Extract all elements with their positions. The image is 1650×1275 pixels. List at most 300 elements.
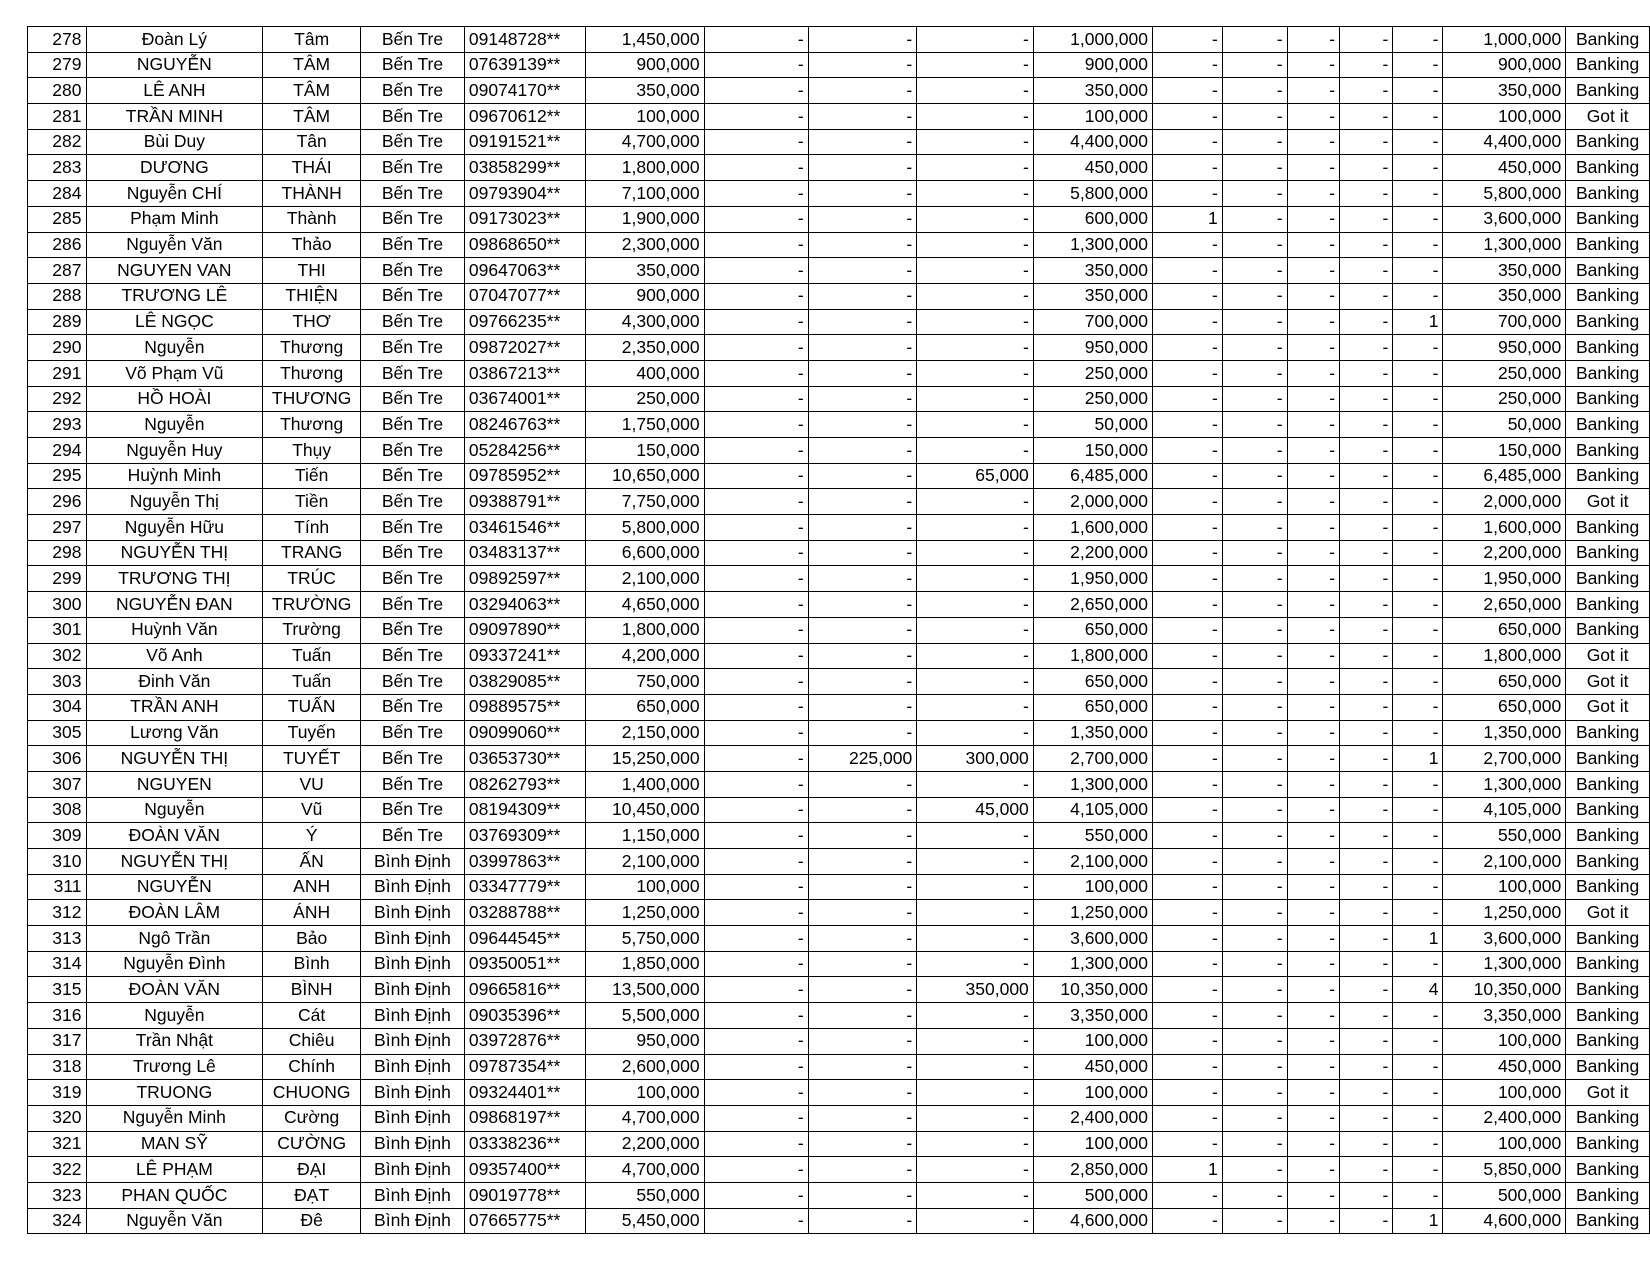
cell-flag-5: - <box>1393 386 1443 412</box>
cell-flag-3: - <box>1287 309 1339 335</box>
cell-amount-total: 10,450,000 <box>586 797 704 823</box>
cell-amount-paid: 2,100,000 <box>1033 849 1152 875</box>
cell-surname: MAN SỸ <box>86 1131 263 1157</box>
cell-col-b: - <box>808 181 917 207</box>
cell-flag-3: - <box>1287 155 1339 181</box>
cell-phone: 03483137** <box>464 540 585 566</box>
cell-province: Bến Tre <box>361 771 465 797</box>
cell-flag-2: - <box>1222 1182 1287 1208</box>
cell-phone: 03653730** <box>464 746 585 772</box>
cell-flag-1: - <box>1153 746 1223 772</box>
cell-amount-total: 7,750,000 <box>586 489 704 515</box>
cell-amount-paid: 600,000 <box>1033 206 1152 232</box>
table-row <box>28 823 1650 849</box>
cell-col-a: - <box>704 52 808 78</box>
cell-given-name: ĐẠT <box>263 1182 361 1208</box>
cell-province: Bến Tre <box>361 669 465 695</box>
cell-amount-paid: 700,000 <box>1033 309 1152 335</box>
cell-amount-total: 100,000 <box>586 1080 704 1106</box>
cell-given-name: THÀNH <box>263 181 361 207</box>
cell-flag-3: - <box>1287 977 1339 1003</box>
table-row <box>28 977 1650 1003</box>
cell-given-name: BÌNH <box>263 977 361 1003</box>
cell-flag-4: - <box>1340 1157 1393 1183</box>
cell-flag-5: - <box>1393 1054 1443 1080</box>
cell-flag-1: - <box>1153 592 1223 618</box>
cell-payment-method: Banking <box>1566 515 1650 541</box>
cell-given-name: Cát <box>263 1003 361 1029</box>
cell-col-b: - <box>808 309 917 335</box>
cell-flag-3: - <box>1287 566 1339 592</box>
table-row <box>28 78 1650 104</box>
cell-col-a: - <box>704 309 808 335</box>
cell-payment-method: Banking <box>1566 1003 1650 1029</box>
cell-given-name: TÂM <box>263 52 361 78</box>
cell-flag-1: - <box>1153 489 1223 515</box>
cell-flag-4: - <box>1340 617 1393 643</box>
cell-col-a: - <box>704 951 808 977</box>
cell-surname: LÊ ANH <box>86 78 263 104</box>
cell-province: Bến Tre <box>361 258 465 284</box>
cell-row-number: 289 <box>28 309 87 335</box>
table-row <box>28 1208 1650 1234</box>
cell-amount-final: 350,000 <box>1443 78 1566 104</box>
cell-row-number: 308 <box>28 797 87 823</box>
cell-flag-1: - <box>1153 309 1223 335</box>
cell-flag-1: - <box>1153 977 1223 1003</box>
cell-amount-final: 700,000 <box>1443 309 1566 335</box>
cell-phone: 03294063** <box>464 592 585 618</box>
cell-flag-3: - <box>1287 669 1339 695</box>
cell-flag-2: - <box>1222 592 1287 618</box>
cell-phone: 09099060** <box>464 720 585 746</box>
cell-payment-method: Banking <box>1566 977 1650 1003</box>
cell-flag-3: - <box>1287 52 1339 78</box>
cell-col-c: - <box>917 617 1034 643</box>
cell-amount-total: 6,600,000 <box>586 540 704 566</box>
cell-flag-3: - <box>1287 78 1339 104</box>
cell-phone: 03769309** <box>464 823 585 849</box>
cell-surname: Ngô Trần <box>86 926 263 952</box>
cell-flag-2: - <box>1222 951 1287 977</box>
cell-flag-1: - <box>1153 129 1223 155</box>
cell-flag-4: - <box>1340 592 1393 618</box>
cell-surname: Nguyễn Huy <box>86 438 263 464</box>
cell-flag-2: - <box>1222 206 1287 232</box>
cell-flag-1: - <box>1153 900 1223 926</box>
cell-flag-2: - <box>1222 258 1287 284</box>
cell-amount-final: 650,000 <box>1443 617 1566 643</box>
cell-flag-2: - <box>1222 515 1287 541</box>
cell-payment-method: Banking <box>1566 412 1650 438</box>
cell-col-b: - <box>808 104 917 130</box>
cell-flag-1: - <box>1153 181 1223 207</box>
cell-row-number: 321 <box>28 1131 87 1157</box>
cell-given-name: TRƯỜNG <box>263 592 361 618</box>
cell-province: Bình Định <box>361 1080 465 1106</box>
cell-phone: 09644545** <box>464 926 585 952</box>
cell-amount-final: 350,000 <box>1443 258 1566 284</box>
table-row <box>28 1105 1650 1131</box>
cell-flag-3: - <box>1287 27 1339 53</box>
cell-flag-5: - <box>1393 515 1443 541</box>
cell-flag-1: - <box>1153 1182 1223 1208</box>
cell-flag-3: - <box>1287 438 1339 464</box>
cell-row-number: 288 <box>28 283 87 309</box>
cell-flag-4: - <box>1340 412 1393 438</box>
cell-payment-method: Banking <box>1566 951 1650 977</box>
cell-phone: 09019778** <box>464 1182 585 1208</box>
cell-given-name: Bảo <box>263 926 361 952</box>
cell-given-name: Trường <box>263 617 361 643</box>
cell-given-name: ÁNH <box>263 900 361 926</box>
cell-payment-method: Banking <box>1566 52 1650 78</box>
cell-col-b: - <box>808 720 917 746</box>
cell-col-b: - <box>808 1028 917 1054</box>
cell-flag-4: - <box>1340 104 1393 130</box>
cell-amount-final: 500,000 <box>1443 1182 1566 1208</box>
cell-col-c: - <box>917 412 1034 438</box>
cell-amount-paid: 5,800,000 <box>1033 181 1152 207</box>
cell-amount-paid: 1,350,000 <box>1033 720 1152 746</box>
cell-amount-total: 4,200,000 <box>586 643 704 669</box>
cell-amount-final: 4,600,000 <box>1443 1208 1566 1234</box>
cell-given-name: Đê <box>263 1208 361 1234</box>
cell-flag-2: - <box>1222 849 1287 875</box>
cell-flag-1: - <box>1153 566 1223 592</box>
cell-flag-5: - <box>1393 1080 1443 1106</box>
cell-phone: 09035396** <box>464 1003 585 1029</box>
cell-col-a: - <box>704 540 808 566</box>
cell-flag-4: - <box>1340 1208 1393 1234</box>
cell-col-b: - <box>808 617 917 643</box>
cell-amount-total: 5,800,000 <box>586 515 704 541</box>
cell-amount-final: 5,850,000 <box>1443 1157 1566 1183</box>
cell-flag-1: - <box>1153 1080 1223 1106</box>
cell-col-c: - <box>917 309 1034 335</box>
cell-col-b: - <box>808 515 917 541</box>
cell-given-name: TRÚC <box>263 566 361 592</box>
cell-payment-method: Got it <box>1566 694 1650 720</box>
cell-amount-paid: 650,000 <box>1033 617 1152 643</box>
cell-phone: 09097890** <box>464 617 585 643</box>
cell-amount-paid: 650,000 <box>1033 694 1152 720</box>
cell-col-a: - <box>704 566 808 592</box>
cell-amount-total: 5,500,000 <box>586 1003 704 1029</box>
cell-province: Bến Tre <box>361 27 465 53</box>
cell-col-a: - <box>704 206 808 232</box>
cell-flag-1: - <box>1153 283 1223 309</box>
cell-amount-final: 100,000 <box>1443 1080 1566 1106</box>
table-row <box>28 1131 1650 1157</box>
cell-province: Bình Định <box>361 849 465 875</box>
cell-flag-2: - <box>1222 104 1287 130</box>
cell-phone: 09350051** <box>464 951 585 977</box>
cell-given-name: CHUONG <box>263 1080 361 1106</box>
cell-flag-5: - <box>1393 438 1443 464</box>
cell-payment-method: Banking <box>1566 849 1650 875</box>
cell-flag-2: - <box>1222 874 1287 900</box>
cell-amount-total: 1,400,000 <box>586 771 704 797</box>
cell-surname: Võ Phạm Vũ <box>86 360 263 386</box>
cell-province: Bến Tre <box>361 232 465 258</box>
cell-amount-total: 1,900,000 <box>586 206 704 232</box>
cell-province: Bến Tre <box>361 489 465 515</box>
cell-surname: Nguyễn <box>86 412 263 438</box>
cell-amount-final: 450,000 <box>1443 155 1566 181</box>
cell-row-number: 285 <box>28 206 87 232</box>
cell-province: Bình Định <box>361 977 465 1003</box>
cell-flag-3: - <box>1287 926 1339 952</box>
cell-col-c: 45,000 <box>917 797 1034 823</box>
cell-row-number: 318 <box>28 1054 87 1080</box>
cell-row-number: 283 <box>28 155 87 181</box>
cell-flag-2: - <box>1222 1131 1287 1157</box>
cell-col-b: - <box>808 1131 917 1157</box>
cell-row-number: 304 <box>28 694 87 720</box>
cell-amount-final: 4,105,000 <box>1443 797 1566 823</box>
cell-flag-1: - <box>1153 926 1223 952</box>
cell-payment-method: Banking <box>1566 386 1650 412</box>
cell-col-b: - <box>808 592 917 618</box>
table-row <box>28 386 1650 412</box>
cell-row-number: 305 <box>28 720 87 746</box>
table-row <box>28 463 1650 489</box>
cell-flag-5: - <box>1393 540 1443 566</box>
cell-col-a: - <box>704 977 808 1003</box>
cell-flag-4: - <box>1340 1105 1393 1131</box>
cell-flag-3: - <box>1287 771 1339 797</box>
cell-surname: Nguyễn Hữu <box>86 515 263 541</box>
cell-flag-4: - <box>1340 360 1393 386</box>
cell-row-number: 287 <box>28 258 87 284</box>
cell-flag-1: - <box>1153 386 1223 412</box>
cell-phone: 08262793** <box>464 771 585 797</box>
cell-amount-paid: 650,000 <box>1033 669 1152 695</box>
cell-flag-3: - <box>1287 1105 1339 1131</box>
cell-col-c: - <box>917 1182 1034 1208</box>
cell-given-name: THIỆN <box>263 283 361 309</box>
cell-surname: Nguyễn Văn <box>86 232 263 258</box>
table-row <box>28 515 1650 541</box>
cell-flag-5: 1 <box>1393 1208 1443 1234</box>
cell-flag-5: - <box>1393 52 1443 78</box>
cell-amount-total: 750,000 <box>586 669 704 695</box>
cell-province: Bến Tre <box>361 309 465 335</box>
table-row <box>28 155 1650 181</box>
cell-col-a: - <box>704 1131 808 1157</box>
cell-flag-4: - <box>1340 129 1393 155</box>
cell-flag-2: - <box>1222 1105 1287 1131</box>
cell-flag-1: - <box>1153 104 1223 130</box>
cell-flag-5: - <box>1393 1105 1443 1131</box>
cell-flag-5: - <box>1393 489 1443 515</box>
cell-payment-method: Banking <box>1566 129 1650 155</box>
cell-province: Bến Tre <box>361 720 465 746</box>
cell-flag-4: - <box>1340 258 1393 284</box>
cell-flag-1: - <box>1153 1028 1223 1054</box>
cell-col-a: - <box>704 746 808 772</box>
cell-col-a: - <box>704 694 808 720</box>
cell-flag-5: - <box>1393 566 1443 592</box>
cell-amount-total: 900,000 <box>586 283 704 309</box>
cell-flag-5: - <box>1393 951 1443 977</box>
cell-surname: Đoàn Lý <box>86 27 263 53</box>
cell-given-name: Ý <box>263 823 361 849</box>
cell-amount-total: 7,100,000 <box>586 181 704 207</box>
cell-flag-4: - <box>1340 309 1393 335</box>
cell-col-c: - <box>917 694 1034 720</box>
cell-province: Bến Tre <box>361 283 465 309</box>
cell-amount-final: 10,350,000 <box>1443 977 1566 1003</box>
cell-given-name: THƠ <box>263 309 361 335</box>
cell-given-name: TUYẾT <box>263 746 361 772</box>
cell-given-name: Vũ <box>263 797 361 823</box>
cell-amount-final: 350,000 <box>1443 283 1566 309</box>
table-row <box>28 900 1650 926</box>
cell-amount-paid: 1,300,000 <box>1033 232 1152 258</box>
cell-flag-4: - <box>1340 874 1393 900</box>
cell-amount-total: 1,800,000 <box>586 155 704 181</box>
cell-flag-3: - <box>1287 129 1339 155</box>
cell-amount-total: 400,000 <box>586 360 704 386</box>
cell-amount-paid: 1,300,000 <box>1033 951 1152 977</box>
cell-amount-total: 1,250,000 <box>586 900 704 926</box>
cell-flag-3: - <box>1287 797 1339 823</box>
cell-amount-final: 100,000 <box>1443 104 1566 130</box>
cell-flag-4: - <box>1340 386 1393 412</box>
cell-given-name: Thương <box>263 412 361 438</box>
cell-phone: 07665775** <box>464 1208 585 1234</box>
cell-surname: Trương Lê <box>86 1054 263 1080</box>
cell-flag-1: - <box>1153 643 1223 669</box>
cell-col-a: - <box>704 283 808 309</box>
cell-amount-paid: 2,850,000 <box>1033 1157 1152 1183</box>
cell-given-name: THI <box>263 258 361 284</box>
table-row <box>28 335 1650 361</box>
cell-col-c: - <box>917 1054 1034 1080</box>
cell-col-a: - <box>704 27 808 53</box>
cell-flag-5: - <box>1393 849 1443 875</box>
cell-flag-5: - <box>1393 823 1443 849</box>
table-row <box>28 720 1650 746</box>
cell-flag-1: - <box>1153 27 1223 53</box>
cell-col-c: - <box>917 849 1034 875</box>
cell-flag-1: - <box>1153 438 1223 464</box>
cell-amount-paid: 1,000,000 <box>1033 27 1152 53</box>
cell-amount-final: 6,485,000 <box>1443 463 1566 489</box>
cell-col-a: - <box>704 258 808 284</box>
table-row <box>28 643 1650 669</box>
cell-province: Bến Tre <box>361 515 465 541</box>
cell-col-c: - <box>917 1105 1034 1131</box>
cell-surname: Đinh Văn <box>86 669 263 695</box>
cell-surname: Nguyễn Minh <box>86 1105 263 1131</box>
cell-flag-5: - <box>1393 27 1443 53</box>
cell-amount-paid: 50,000 <box>1033 412 1152 438</box>
cell-amount-final: 100,000 <box>1443 1028 1566 1054</box>
cell-row-number: 324 <box>28 1208 87 1234</box>
cell-col-a: - <box>704 1208 808 1234</box>
cell-col-b: - <box>808 232 917 258</box>
cell-flag-3: - <box>1287 386 1339 412</box>
cell-amount-paid: 2,700,000 <box>1033 746 1152 772</box>
cell-given-name: Tuấn <box>263 643 361 669</box>
cell-amount-final: 450,000 <box>1443 1054 1566 1080</box>
cell-flag-5: - <box>1393 206 1443 232</box>
cell-flag-4: - <box>1340 27 1393 53</box>
cell-surname: Huỳnh Minh <box>86 463 263 489</box>
table-row <box>28 926 1650 952</box>
cell-amount-total: 100,000 <box>586 104 704 130</box>
cell-flag-1: - <box>1153 78 1223 104</box>
cell-phone: 09337241** <box>464 643 585 669</box>
cell-amount-total: 650,000 <box>586 694 704 720</box>
cell-province: Bến Tre <box>361 746 465 772</box>
cell-amount-total: 2,300,000 <box>586 232 704 258</box>
cell-surname: Huỳnh Văn <box>86 617 263 643</box>
cell-col-b: - <box>808 643 917 669</box>
cell-amount-paid: 1,250,000 <box>1033 900 1152 926</box>
cell-col-b: - <box>808 360 917 386</box>
cell-flag-2: - <box>1222 926 1287 952</box>
cell-payment-method: Banking <box>1566 1105 1650 1131</box>
cell-col-b: - <box>808 412 917 438</box>
cell-amount-final: 100,000 <box>1443 1131 1566 1157</box>
cell-flag-2: - <box>1222 823 1287 849</box>
table-row <box>28 129 1650 155</box>
cell-row-number: 291 <box>28 360 87 386</box>
cell-amount-final: 1,300,000 <box>1443 951 1566 977</box>
cell-flag-3: - <box>1287 1208 1339 1234</box>
cell-flag-2: - <box>1222 52 1287 78</box>
cell-surname: Nguyễn <box>86 797 263 823</box>
cell-flag-1: - <box>1153 412 1223 438</box>
cell-row-number: 298 <box>28 540 87 566</box>
cell-flag-4: - <box>1340 78 1393 104</box>
cell-col-a: - <box>704 1080 808 1106</box>
cell-col-c: - <box>917 566 1034 592</box>
cell-amount-total: 250,000 <box>586 386 704 412</box>
cell-col-c: - <box>917 1131 1034 1157</box>
cell-flag-4: - <box>1340 181 1393 207</box>
cell-phone: 09191521** <box>464 129 585 155</box>
cell-amount-total: 900,000 <box>586 52 704 78</box>
cell-flag-2: - <box>1222 489 1287 515</box>
cell-amount-final: 5,800,000 <box>1443 181 1566 207</box>
cell-amount-final: 1,800,000 <box>1443 643 1566 669</box>
cell-row-number: 286 <box>28 232 87 258</box>
cell-row-number: 279 <box>28 52 87 78</box>
cell-amount-paid: 100,000 <box>1033 1131 1152 1157</box>
cell-flag-2: - <box>1222 643 1287 669</box>
cell-amount-paid: 1,950,000 <box>1033 566 1152 592</box>
cell-payment-method: Banking <box>1566 1208 1650 1234</box>
cell-flag-1: - <box>1153 463 1223 489</box>
cell-flag-4: - <box>1340 977 1393 1003</box>
cell-col-b: - <box>808 771 917 797</box>
cell-col-c: 300,000 <box>917 746 1034 772</box>
cell-flag-3: - <box>1287 1182 1339 1208</box>
cell-row-number: 278 <box>28 27 87 53</box>
cell-payment-method: Banking <box>1566 617 1650 643</box>
cell-flag-4: - <box>1340 335 1393 361</box>
cell-given-name: CƯỜNG <box>263 1131 361 1157</box>
cell-row-number: 300 <box>28 592 87 618</box>
cell-flag-3: - <box>1287 720 1339 746</box>
cell-payment-method: Banking <box>1566 771 1650 797</box>
cell-col-b: - <box>808 694 917 720</box>
